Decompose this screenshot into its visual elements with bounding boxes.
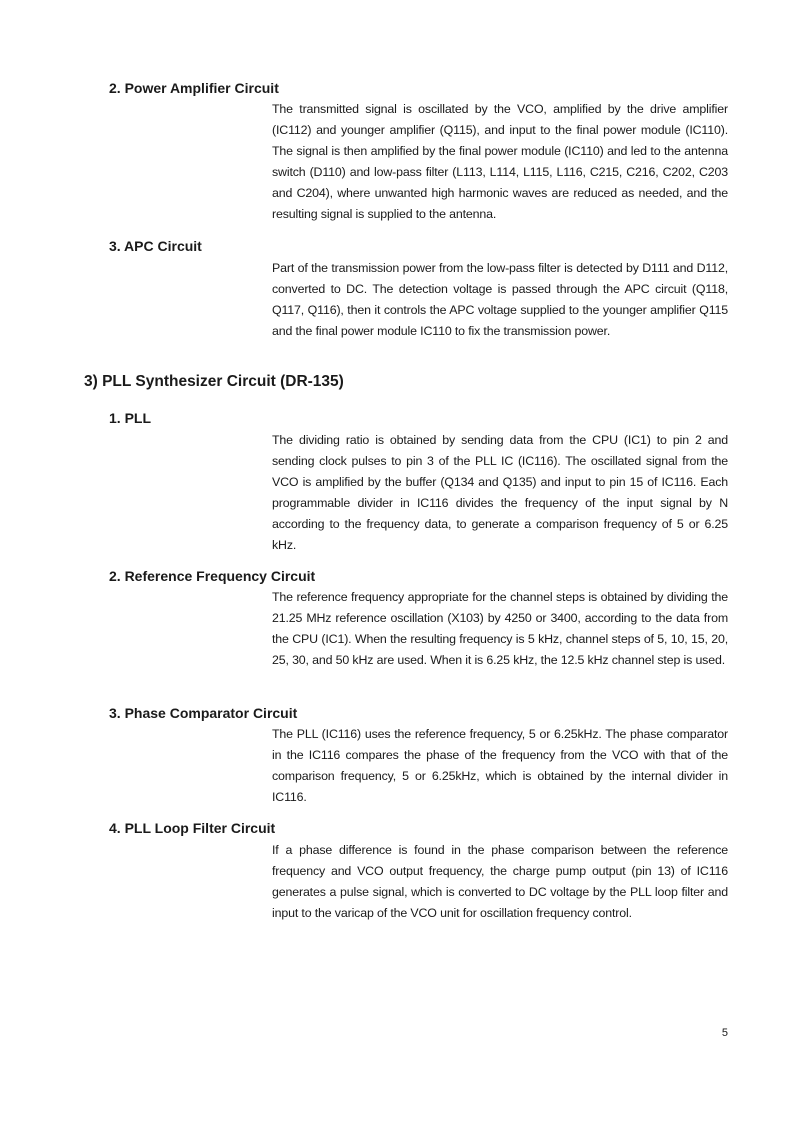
page-number: 5 [721, 1027, 728, 1039]
paragraph-reference-frequency-circuit: The reference frequency appropriate for the channel steps is obtained by dividing the 21.25 MHz reference oscillation (X103) by 4250 or 3400, according to the data from the CPU (IC1). When the resulting frequency is 5 kHz, channel steps of 5, 10, 15, 20, 25, 30, and 50 kHz are used. When it is 6.25 kHz, the 12.5 kHz channel step is used. [272, 590, 728, 667]
paragraph-apc-circuit: Part of the transmission power from the low-pass filter is detected by D111 and D112, converted to DC. The detection voltage is passed through the APC circuit (Q118, Q117, Q116), then it controls the APC voltage supplied to the younger amplifier Q115 and the final power module IC110 to fix the transmission power. [272, 261, 728, 338]
paragraph-power-amplifier-circuit: The transmitted signal is oscillated by the VCO, amplified by the drive amplifier (IC112) and younger amplifier (Q115), and input to the final power module (IC110). The signal is then amplified by the final power module (IC110) and led to the antenna switch (D110) and low-pass filter (L113, L114, L115, L116, C215, C216, C202, C203 and C204), where unwanted high harmonic waves are reduced as needed, and the resulting signal is supplied to the antenna. [272, 102, 728, 221]
section-title-pll-synthesizer: 3) PLL Synthesizer Circuit (DR-135) [84, 373, 344, 390]
paragraph-pll-loop-filter-circuit: If a phase difference is found in the phase comparison between the reference frequency and VCO output frequency, the charge pump output (pin 13) of IC116 generates a pulse signal, which is converted to DC voltage by the PLL loop filter and input to the varicap of the VCO unit for oscillation frequency control. [272, 843, 728, 920]
heading-power-amplifier-circuit: 2. Power Amplifier Circuit [109, 80, 279, 96]
heading-apc-circuit: 3. APC Circuit [109, 238, 202, 254]
heading-pll-loop-filter-circuit: 4. PLL Loop Filter Circuit [109, 820, 276, 836]
heading-pll: 1. PLL [109, 410, 152, 426]
paragraph-phase-comparator-circuit: The PLL (IC116) uses the reference frequency, 5 or 6.25kHz. The phase comparator in the IC116 compares the phase of the frequency from the VCO with that of the comparison frequency, 5 or 6.25kHz, which is obtained by the internal divider in IC116. [272, 727, 728, 804]
paragraph-pll: The dividing ratio is obtained by sending data from the CPU (IC1) to pin 2 and sending clock pulses to pin 3 of the PLL IC (IC116). The oscillated signal from the VCO is amplified by the buffer (Q134 and Q135) and input to pin 15 of IC116. Each programmable divider in IC116 divides the frequency of the input signal by N according to the frequency data, to generate a comparison frequency of 5 or 6.25 kHz. [272, 433, 728, 552]
heading-reference-frequency-circuit: 2. Reference Frequency Circuit [109, 568, 316, 584]
heading-phase-comparator-circuit: 3. Phase Comparator Circuit [109, 705, 298, 721]
